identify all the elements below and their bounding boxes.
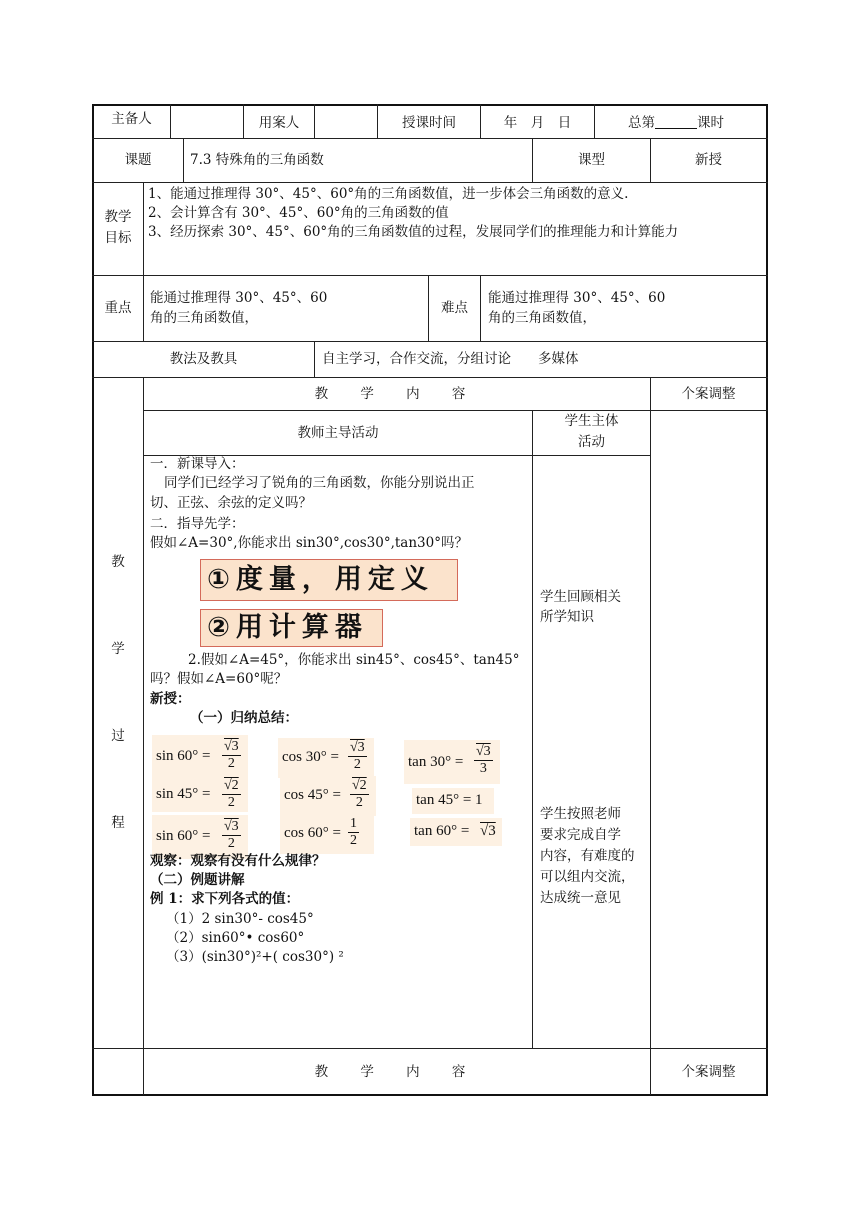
formula-cos60: cos 60° = $\frac{1}{2}$ bbox=[280, 814, 374, 854]
formula-sin45: sin 45° = $\frac{√2}{2}$ bbox=[152, 778, 248, 812]
teacher-header: 教师主导活动 bbox=[297, 425, 379, 441]
process-char-2: 学 bbox=[111, 641, 125, 657]
question-2-line-1: 2.假如∠A=45°，你能求出 sin45°、cos45°、tan45° bbox=[188, 652, 520, 668]
student-header-2: 活动 bbox=[578, 434, 605, 450]
formula-tan45: tan 45° = 1 bbox=[412, 788, 494, 814]
student-note-1-line-1: 学生回顾相关 bbox=[540, 589, 621, 605]
student-note-2-line-4: 可以组内交流， bbox=[540, 869, 635, 885]
preparer-label: 主备人 bbox=[111, 111, 152, 127]
new-teaching-label: 新授： bbox=[150, 691, 191, 707]
difficulty-line-1: 能通过推理得 30°、45°、60 bbox=[488, 290, 666, 306]
total-count-blank[interactable] bbox=[655, 115, 697, 129]
observe-question: 观察：观察有没有什么规律？ bbox=[150, 853, 326, 869]
formula-sin60: sin 60° = $\frac{√3}{2}$ bbox=[152, 735, 248, 779]
example-1-title: 例 1：求下列各式的值： bbox=[150, 891, 300, 907]
process-char-3: 过 bbox=[111, 728, 125, 744]
goal-item-3: 3、经历探索 30°、45°、60°角的三角函数值的过程，发展同学们的推理能力和计算能力 bbox=[148, 224, 679, 240]
preparer-value[interactable] bbox=[171, 105, 243, 138]
footer-content-header: 教 学 内 容 bbox=[314, 1064, 480, 1080]
difficulty-line-2: 角的三角函数值， bbox=[488, 310, 596, 326]
user-label: 用案人 bbox=[258, 115, 300, 131]
adjust-header: 个案调整 bbox=[681, 386, 736, 402]
time-label: 授课时间 bbox=[402, 115, 456, 131]
key-line-2: 角的三角函数值， bbox=[150, 310, 258, 326]
topic-value: 7.3 特殊角的三角函数 bbox=[190, 152, 324, 168]
intro-text-2: 切、正弦、余弦的定义吗？ bbox=[150, 495, 312, 511]
example-1-b: （2）sin60°• cos60° bbox=[166, 930, 305, 946]
date-field[interactable]: 年 月 日 bbox=[503, 115, 572, 131]
methods-value: 自主学习，合作交流，分组讨论 多媒体 bbox=[322, 351, 579, 367]
formula-tan60: tan 60° = √3 bbox=[410, 818, 502, 846]
formula-sin60-repeat: sin 60° = $\frac{√3}{2}$ bbox=[152, 815, 248, 859]
content-header: 教 学 内 容 bbox=[314, 386, 480, 402]
type-label: 课型 bbox=[578, 152, 605, 168]
type-value: 新授 bbox=[695, 152, 722, 168]
question-2-line-2: 吗？假如∠A=60°呢？ bbox=[150, 671, 288, 687]
intro-text-1: 同学们已经学习了锐角的三角函数，你能分别说出正 bbox=[164, 475, 475, 491]
process-char-1: 教 bbox=[111, 554, 125, 570]
table-border-left bbox=[92, 104, 94, 1096]
student-note-2-line-2: 要求完成自学 bbox=[540, 827, 621, 843]
goal-item-2: 2、会计算含有 30°、45°、60°角的三角函数的值 bbox=[148, 205, 449, 221]
summary-heading: （一）归纳总结： bbox=[190, 710, 298, 726]
student-header-1: 学生主体 bbox=[564, 413, 619, 429]
key-line-1: 能通过推理得 30°、45°、60 bbox=[150, 290, 328, 306]
total-lesson-count[interactable]: 总第 课时 bbox=[628, 115, 724, 131]
student-note-2-line-1: 学生按照老师 bbox=[540, 806, 621, 822]
goal-item-1: 1、能通过推理得 30°、45°、60°角的三角函数值，进一步体会三角函数的意义. bbox=[148, 186, 629, 202]
method-calculator-box: ②用计算器 bbox=[200, 609, 383, 647]
student-note-1-line-2: 所学知识 bbox=[540, 609, 594, 625]
table-border-bottom bbox=[92, 1094, 768, 1096]
methods-label: 教法及教具 bbox=[169, 351, 238, 367]
formula-cos30: cos 30° = $\frac{√3}{2}$ bbox=[278, 738, 374, 778]
formula-cos45: cos 45° = $\frac{√2}{2}$ bbox=[280, 776, 376, 816]
topic-label: 课题 bbox=[124, 152, 152, 168]
difficulty-label: 难点 bbox=[441, 300, 468, 316]
method-measure-box: ①度量，用定义 bbox=[200, 559, 458, 601]
guide-question: 假如∠A=30°,你能求出 sin30°,cos30°,tan30°吗？ bbox=[150, 535, 468, 551]
table-border-right bbox=[766, 104, 768, 1096]
goals-label-2: 目标 bbox=[104, 230, 132, 246]
user-value[interactable] bbox=[315, 105, 377, 138]
guide-heading: 二．指导先学： bbox=[150, 516, 245, 532]
student-note-2-line-3: 内容，有难度的 bbox=[540, 848, 635, 864]
formula-tan30: tan 30° = $\frac{√3}{3}$ bbox=[404, 740, 500, 784]
intro-heading: 一．新课导入： bbox=[150, 456, 245, 472]
key-label: 重点 bbox=[104, 300, 132, 316]
example-heading: （二）例题讲解 bbox=[150, 872, 245, 888]
footer-adjust-header: 个案调整 bbox=[681, 1064, 736, 1080]
student-note-2-line-5: 达成统一意见 bbox=[540, 890, 621, 906]
example-1-c: （3）(sin30°)²+( cos30°) ² bbox=[166, 949, 344, 965]
goals-label-1: 教学 bbox=[104, 209, 132, 225]
process-char-4: 程 bbox=[111, 815, 125, 831]
example-1-a: （1）2 sin30°- cos45° bbox=[166, 911, 314, 927]
